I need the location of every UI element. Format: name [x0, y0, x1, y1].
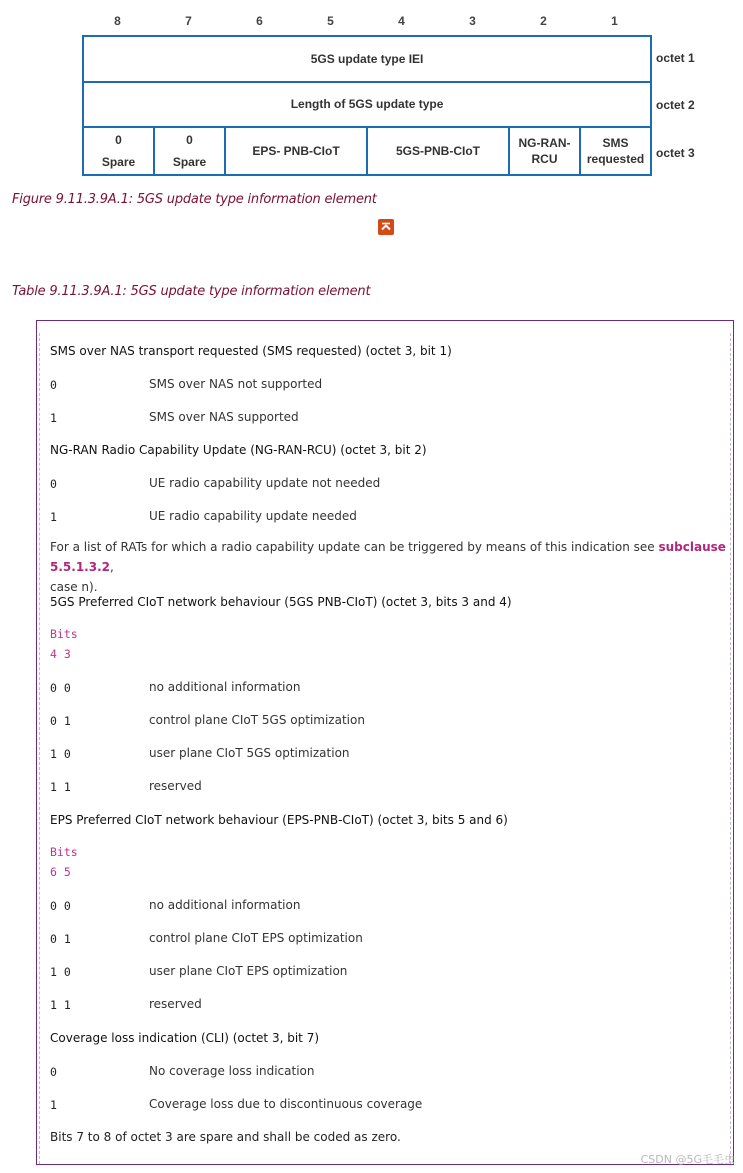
octet-label: octet 3 — [656, 146, 695, 160]
bits-label: Bits — [50, 845, 78, 859]
value-description: control plane CIoT 5GS optimization — [149, 713, 365, 727]
bits-label: Bits — [50, 627, 78, 641]
bit-label: 1 — [611, 14, 618, 28]
eps-pnb-ciot-cell: EPS- PNB-CIoT — [225, 127, 367, 175]
bits-numbers: 4 3 — [50, 647, 71, 661]
bit-label: 7 — [185, 14, 192, 28]
value-description: reserved — [149, 779, 202, 793]
rcu-note — [50, 537, 730, 597]
ng-ran-rcu-line1: NG-RAN- — [518, 136, 571, 151]
value-description: No coverage loss indication — [149, 1064, 315, 1078]
5gs-pnb-ciot-heading: 5GS Preferred CIoT network behaviour (5GS PNB-CIoT) (octet 3, bits 3 and 4) — [50, 595, 512, 609]
value-code: 1 — [50, 510, 57, 524]
value-description: UE radio capability update needed — [149, 509, 357, 523]
iei-cell: 5GS update type IEI — [83, 36, 651, 82]
rcu-note-comma: , — [109, 560, 114, 574]
rcu-note-line2: case n). — [50, 580, 98, 594]
subclause-link[interactable]: subclause 5.5.1.3.2 — [50, 540, 726, 574]
octet-label: octet 2 — [656, 98, 695, 112]
sms-requested-line1: SMS — [602, 136, 629, 151]
back-to-top-button[interactable] — [378, 219, 394, 235]
bit-label: 5 — [327, 14, 334, 28]
ng-ran-rcu-heading: NG-RAN Radio Capability Update (NG-RAN-RCU) (octet 3, bit 2) — [50, 443, 427, 457]
value-code: 1 0 — [50, 965, 71, 979]
value-description: no additional information — [149, 898, 301, 912]
bit-label: 4 — [398, 14, 405, 28]
value-code: 0 1 — [50, 714, 71, 728]
value-code: 1 1 — [50, 780, 71, 794]
value-code: 1 — [50, 1098, 57, 1112]
value-description: UE radio capability update not needed — [149, 476, 381, 490]
bit-label: 6 — [256, 14, 263, 28]
spare-bit7-value: 0 — [186, 133, 193, 148]
spare-bit8-label: Spare — [101, 155, 136, 170]
value-description: user plane CIoT 5GS optimization — [149, 746, 350, 760]
value-description: control plane CIoT EPS optimization — [149, 931, 363, 945]
5gs-pnb-ciot-cell: 5GS-PNB-CIoT — [367, 127, 509, 175]
length-cell: Length of 5GS update type — [83, 82, 651, 128]
ie-description-table — [36, 320, 734, 1165]
spare-bit7-cell — [154, 127, 225, 175]
watermark: CSDN @5G毛毛虫 — [640, 1153, 735, 1166]
spare-bit7-label: Spare — [172, 155, 207, 170]
table-caption: Table 9.11.3.9A.1: 5GS update type information element — [12, 284, 371, 299]
value-code: 0 — [50, 477, 57, 491]
bit-label: 8 — [114, 14, 121, 28]
value-code: 0 0 — [50, 899, 71, 913]
chevron-up-icon — [378, 219, 394, 235]
value-code: 0 0 — [50, 681, 71, 695]
value-code: 1 1 — [50, 998, 71, 1012]
sms-requested-heading: SMS over NAS transport requested (SMS requested) (octet 3, bit 1) — [50, 344, 452, 358]
rcu-note-text: For a list of RATs for which a radio capability update can be triggered by means of this indication see — [50, 540, 659, 554]
value-description: reserved — [149, 997, 202, 1011]
octet-label: octet 1 — [656, 51, 695, 65]
sms-requested-cell — [580, 127, 651, 175]
bit-number-header — [82, 14, 650, 30]
cli-heading: Coverage loss indication (CLI) (octet 3, bit 7) — [50, 1031, 320, 1045]
value-description: Coverage loss due to discontinuous coverage — [149, 1097, 423, 1111]
eps-pnb-ciot-heading: EPS Preferred CIoT network behaviour (EPS-PNB-CIoT) (octet 3, bits 5 and 6) — [50, 813, 508, 827]
value-code: 0 1 — [50, 932, 71, 946]
value-description: no additional information — [149, 680, 301, 694]
bits-numbers: 6 5 — [50, 865, 71, 879]
value-description: SMS over NAS supported — [149, 410, 299, 424]
value-description: user plane CIoT EPS optimization — [149, 964, 348, 978]
ie-bit-diagram — [82, 35, 652, 176]
ng-ran-rcu-line2: RCU — [531, 152, 558, 167]
value-code: 0 — [50, 378, 57, 392]
bit-label: 2 — [540, 14, 547, 28]
table-body — [39, 333, 731, 1164]
spare-bit8-value: 0 — [115, 133, 122, 148]
ng-ran-rcu-cell — [509, 127, 580, 175]
spare-bits-note: Bits 7 to 8 of octet 3 are spare and shall be coded as zero. — [50, 1130, 401, 1144]
sms-requested-line2: requested — [586, 152, 645, 167]
figure-caption: Figure 9.11.3.9A.1: 5GS update type information element — [12, 192, 377, 207]
value-description: SMS over NAS not supported — [149, 377, 323, 391]
spare-bit8-cell — [83, 127, 154, 175]
bit-label: 3 — [469, 14, 476, 28]
value-code: 0 — [50, 1065, 57, 1079]
value-code: 1 0 — [50, 747, 71, 761]
value-code: 1 — [50, 411, 57, 425]
